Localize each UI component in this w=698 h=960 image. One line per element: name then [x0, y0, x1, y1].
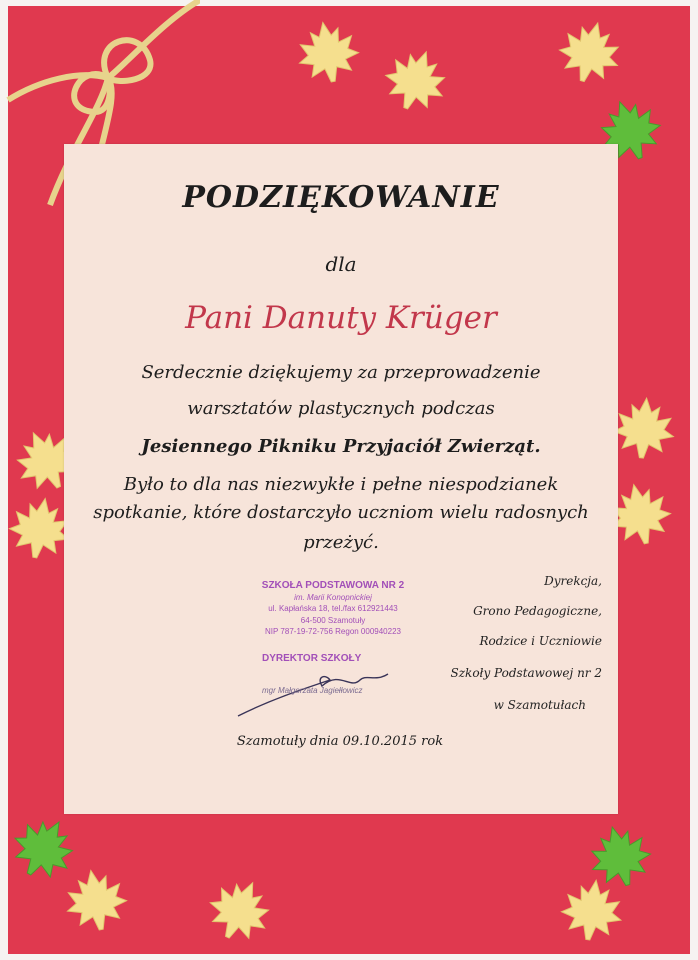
body-line: warsztatów plastycznych podczas	[187, 398, 495, 419]
signatory-line: Dyrekcja,	[544, 574, 602, 588]
issue-date: Szamotuły dnia 09.10.2015 rok	[236, 734, 444, 749]
signatory-line: w Szamotułach	[493, 698, 586, 712]
director-name: mgr Małgorzata Jagiełłowicz	[262, 686, 363, 695]
stamp-line: 64-500 Szamotuły	[300, 615, 366, 625]
stamp-line: NIP 787-19-72-756 Regon 000940223	[265, 627, 401, 636]
signatory-line: Rodzice i Uczniowie	[479, 634, 602, 648]
body-line: Było to dla nas niezwykłe i pełne niespodzianek	[123, 474, 559, 495]
stamp-line: ul. Kapłańska 18, tel./fax 612921443	[268, 604, 398, 613]
leaf-yellow-icon	[288, 12, 368, 92]
body-line: przeżyć.	[303, 532, 379, 553]
recipient-name: Pani Danuty Krüger	[185, 300, 497, 336]
certificate-title: PODZIĘKOWANIE	[182, 180, 500, 215]
stamp-line: im. Marii Konopnickiej	[294, 592, 372, 602]
leaf-yellow-icon	[376, 40, 456, 120]
stamp-line: SZKOŁA PODSTAWOWA NR 2	[261, 580, 405, 591]
leaf-yellow-icon	[550, 12, 630, 92]
signatory-line: Szkoły Podstawowej nr 2	[450, 666, 602, 680]
event-name: Jesiennego Pikniku Przyjaciół Zwierząt.	[141, 436, 541, 457]
signatory-line: Grono Pedagogiczne,	[473, 604, 602, 618]
leaf-yellow-icon	[552, 870, 632, 950]
for-label: dla	[325, 252, 357, 276]
leaf-yellow-icon	[56, 860, 136, 940]
leaf-yellow-icon	[200, 870, 280, 950]
body-line: spotkanie, które dostarczyło uczniom wielu radosnych	[93, 502, 589, 523]
director-stamp-title: DYREKTOR SZKOŁY	[262, 653, 362, 664]
body-line: Serdecznie dziękujemy za przeprowadzenie	[141, 362, 541, 383]
school-stamp	[228, 580, 438, 638]
